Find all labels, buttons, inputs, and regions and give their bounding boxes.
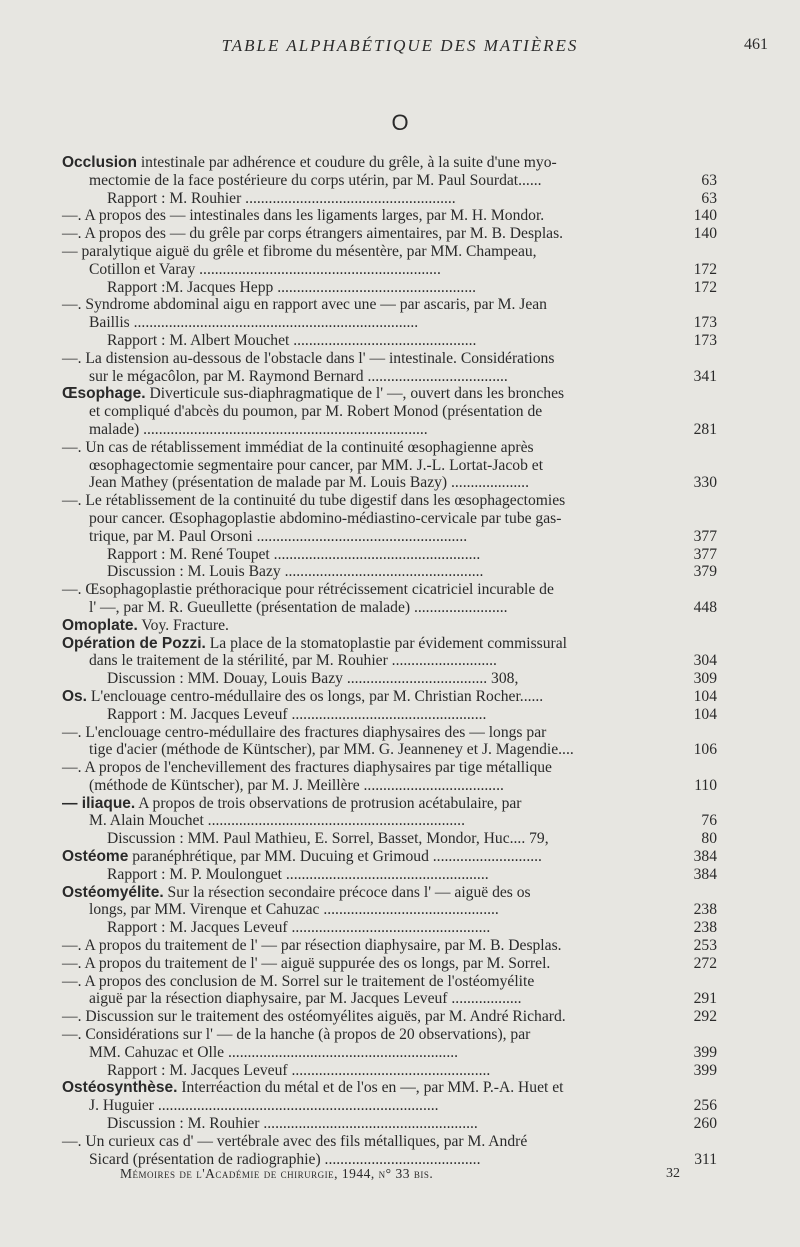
entry-text: —. A propos du traitement de l' — aiguë suppurée des os longs, par M. Sorrel. xyxy=(62,954,551,972)
index-entry xyxy=(62,990,717,1008)
entry-text: sur le mégacôlon, par M. Raymond Bernard .................................... xyxy=(89,367,508,385)
entry-text: —. Œsophagoplastie préthoracique pour rétrécissement cicatriciel incurable de xyxy=(62,581,554,599)
entry-text: —. Syndrome abdominal aigu en rapport avec une — par ascaris, par M. Jean xyxy=(62,296,547,314)
running-header xyxy=(0,36,800,60)
index-entry xyxy=(62,1079,717,1097)
entry-heading: Ostéome xyxy=(62,848,129,866)
entry-text: Discussion : M. Rouhier ....................................................... xyxy=(107,1115,478,1133)
entry-text: Rapport : M. Jacques Leveuf .................................................. xyxy=(107,705,487,723)
index-entry xyxy=(62,1097,717,1115)
index-entry xyxy=(62,635,717,653)
index-entry xyxy=(62,243,717,261)
index-entry xyxy=(62,1044,717,1062)
index-entry xyxy=(62,670,717,688)
index-entry xyxy=(62,207,717,225)
index-entry xyxy=(62,314,717,332)
index-entry xyxy=(62,599,717,617)
entry-text: Diverticule sus-diaphragmatique de l' —, ouvert dans les bronches xyxy=(145,385,565,403)
index-entry xyxy=(62,261,717,279)
header-title: TABLE ALPHABÉTIQUE DES MATIÈRES xyxy=(221,36,579,55)
index-entry xyxy=(62,617,717,635)
entry-text: —. L'enclouage centro-médullaire des fractures diaphysaires des — longs par xyxy=(62,723,547,741)
index-entry xyxy=(62,919,717,937)
entry-text: MM. Cahuzac et Olle ........................................................... xyxy=(89,1043,459,1061)
entry-page-number: 140 xyxy=(693,207,717,225)
entry-text: —. A propos des conclusion de M. Sorrel sur le traitement de l'ostéomyélite xyxy=(62,972,535,990)
entry-text: (méthode de Küntscher), par M. J. Meillère .................................... xyxy=(89,776,504,794)
index-entry xyxy=(62,457,717,475)
entry-page-number: 172 xyxy=(693,260,717,278)
entry-text: —. A propos des — du grêle par corps étrangers aimentaires, par M. B. Desplas. xyxy=(62,225,564,243)
entry-page-number: 448 xyxy=(693,598,717,616)
index-entry xyxy=(62,439,717,457)
entry-page-number: 173 xyxy=(693,331,717,349)
entry-text: Rapport :M. Jacques Hepp ................................................... xyxy=(107,278,477,296)
index-entry xyxy=(62,1133,717,1151)
entry-text: Voy. Fracture. xyxy=(137,616,229,634)
entry-text: —. La distension au-dessous de l'obstacle dans l' — intestinale. Considérations xyxy=(62,349,555,367)
entry-text: Discussion : MM. Paul Mathieu, E. Sorrel, Basset, Mondor, Huc.... 79, xyxy=(107,830,549,848)
entry-text: La place de la stomatoplastie par évidement commissural xyxy=(205,634,567,652)
entry-text: l' —, par M. R. Gueullette (présentation de malade) ........................ xyxy=(89,598,508,616)
entry-text: Rapport : M. Albert Mouchet ............................................... xyxy=(107,331,477,349)
entry-text: J. Huguier ........................................................................ xyxy=(89,1097,439,1115)
index-entry xyxy=(62,421,717,439)
index-entry xyxy=(62,279,717,297)
entry-text: malade) ......................................................................... xyxy=(89,420,428,438)
entry-heading: Os. xyxy=(62,687,87,705)
entry-text: et compliqué d'abcès du poumon, par M. Robert Monod (présentation de xyxy=(89,403,543,421)
entry-page-number: 292 xyxy=(693,1008,717,1026)
index-entry xyxy=(62,937,717,955)
entry-text: Discussion : MM. Douay, Louis Bazy .................................... 308, xyxy=(107,670,519,688)
entry-page-number: 304 xyxy=(693,652,717,670)
index-entry xyxy=(62,973,717,991)
entry-page-number: 172 xyxy=(693,278,717,296)
entry-page-number: 384 xyxy=(693,848,717,866)
index-entry xyxy=(62,955,717,973)
entry-heading: Omoplate. xyxy=(62,616,138,634)
entry-text: Rapport : M. P. Moulonguet .................................................... xyxy=(107,865,489,883)
index-entry xyxy=(62,385,717,403)
entry-heading: Occlusion xyxy=(62,154,137,171)
entry-page-number: 399 xyxy=(693,1061,717,1079)
index-entry xyxy=(62,652,717,670)
entry-page-number: 399 xyxy=(693,1043,717,1061)
entry-text: paranéphrétique, par MM. Ducuing et Grimoud ............................ xyxy=(128,848,542,866)
entry-text: Rapport : M. René Toupet ..................................................... xyxy=(107,545,481,563)
entry-text: Rapport : M. Jacques Leveuf ................................................... xyxy=(107,919,491,937)
footer-text: Mémoires de l'Académie de chirurgie, 1944, n° 33 bis. xyxy=(120,1166,434,1181)
section-letter: O xyxy=(391,110,409,135)
entry-text: pour cancer. Œsophagoplastie abdomino-médiastino-cervicale par tube gas- xyxy=(89,509,562,527)
entry-heading: Ostéosynthèse. xyxy=(62,1079,178,1097)
entry-page-number: 173 xyxy=(693,314,717,332)
entry-page-number: 63 xyxy=(701,171,717,189)
entry-page-number: 379 xyxy=(693,563,717,581)
entry-text: Jean Mathey (présentation de malade par M. Louis Bazy) .................... xyxy=(89,474,529,492)
index-entry xyxy=(62,368,717,386)
entry-text: M. Alain Mouchet .................................................................. xyxy=(89,812,465,830)
entry-page-number: 291 xyxy=(693,990,717,1008)
entry-text: Rapport : M. Jacques Leveuf ................................................... xyxy=(107,1061,491,1079)
index-entry xyxy=(62,154,717,172)
index-entry xyxy=(62,1026,717,1044)
entry-heading: Opération de Pozzi. xyxy=(62,634,206,652)
footer-number: 32 xyxy=(666,1166,680,1181)
index-entry xyxy=(62,581,717,599)
entry-page-number: 256 xyxy=(693,1097,717,1115)
index-entries xyxy=(62,154,717,1168)
entry-text: Baillis ......................................................................... xyxy=(89,314,419,332)
index-entry xyxy=(62,741,717,759)
entry-text: trique, par M. Paul Orsoni ...................................................... xyxy=(89,527,468,545)
entry-text: —. Un cas de rétablissement immédiat de la continuité œsophagienne après xyxy=(62,438,534,456)
entry-page-number: 104 xyxy=(693,687,717,705)
entry-text: —. Le rétablissement de la continuité du tube digestif dans les œsophagectomies xyxy=(62,492,566,510)
entry-page-number: 76 xyxy=(701,812,717,830)
index-entry xyxy=(62,332,717,350)
entry-text: L'enclouage centro-médullaire des os longs, par M. Christian Rocher...... xyxy=(86,687,544,705)
entry-text: Discussion : M. Louis Bazy ................................................... xyxy=(107,563,484,581)
index-entry xyxy=(62,688,717,706)
entry-page-number: 63 xyxy=(701,189,717,207)
entry-page-number: 309 xyxy=(693,670,717,688)
entry-page-number: 104 xyxy=(693,705,717,723)
index-entry xyxy=(62,1115,717,1133)
header-page-number: 461 xyxy=(744,36,768,53)
entry-heading: — iliaque. xyxy=(62,794,136,812)
entry-text: —. A propos du traitement de l' — par résection diaphysaire, par M. B. Desplas. xyxy=(62,937,562,955)
index-entry xyxy=(62,510,717,528)
entry-text: œsophagectomie segmentaire pour cancer, par MM. J.-L. Lortat-Jacob et xyxy=(89,456,544,474)
index-entry xyxy=(62,866,717,884)
index-entry xyxy=(62,528,717,546)
entry-page-number: 341 xyxy=(693,367,717,385)
index-entry xyxy=(62,759,717,777)
entry-page-number: 238 xyxy=(693,901,717,919)
entry-page-number: 140 xyxy=(693,225,717,243)
index-entry xyxy=(62,724,717,742)
entry-text: —. Considérations sur l' — de la hanche (à propos de 20 observations), par xyxy=(62,1026,531,1044)
entry-text: intestinale par adhérence et coudure du grêle, à la suite d'une myo- xyxy=(136,154,557,171)
index-entry xyxy=(62,1062,717,1080)
index-entry xyxy=(62,474,717,492)
entry-page-number: 253 xyxy=(693,937,717,955)
index-entry xyxy=(62,190,717,208)
entry-page-number: 377 xyxy=(693,545,717,563)
entry-heading: Œsophage. xyxy=(62,385,146,403)
entry-text: —. A propos des — intestinales dans les ligaments larges, par M. H. Mondor. xyxy=(62,207,545,225)
entry-text: Cotillon et Varay .............................................................. xyxy=(89,260,441,278)
index-entry xyxy=(62,172,717,190)
entry-page-number: 238 xyxy=(693,919,717,937)
entry-page-number: 281 xyxy=(693,420,717,438)
entry-text: —. A propos de l'enchevillement des fractures diaphysaires par tige métallique xyxy=(62,759,552,777)
index-entry xyxy=(62,492,717,510)
entry-page-number: 110 xyxy=(694,776,717,794)
entry-page-number: 330 xyxy=(693,474,717,492)
entry-text: Sur la résection secondaire précoce dans l' — aiguë des os xyxy=(163,883,531,901)
index-entry xyxy=(62,563,717,581)
index-entry xyxy=(62,777,717,795)
index-entry xyxy=(62,706,717,724)
entry-text: longs, par MM. Virenque et Cahuzac ............................................. xyxy=(89,901,499,919)
entry-text: dans le traitement de la stérilité, par M. Rouhier ........................... xyxy=(89,652,497,670)
entry-text: —. Un curieux cas d' — vertébrale avec des fils métalliques, par M. André xyxy=(62,1132,528,1150)
entry-heading: Ostéomyélite. xyxy=(62,883,164,901)
index-entry xyxy=(62,795,717,813)
index-entry xyxy=(62,350,717,368)
index-entry xyxy=(62,296,717,314)
entry-text: tige d'acier (méthode de Küntscher), par MM. G. Jeanneney et J. Magendie.... xyxy=(89,741,574,759)
entry-page-number: 260 xyxy=(693,1115,717,1133)
entry-page-number: 106 xyxy=(693,741,717,759)
entry-page-number: 80 xyxy=(701,830,717,848)
index-entry xyxy=(62,1008,717,1026)
index-entry xyxy=(62,403,717,421)
entry-text: Sicard (présentation de radiographie) ........................................ xyxy=(89,1150,481,1168)
page-footer xyxy=(120,1166,680,1182)
index-entry xyxy=(62,848,717,866)
index-entry xyxy=(62,812,717,830)
entry-text: —. Discussion sur le traitement des ostéomyélites aiguës, par M. André Richard. xyxy=(62,1008,566,1026)
index-entry xyxy=(62,884,717,902)
index-entry xyxy=(62,546,717,564)
entry-text: — paralytique aiguë du grêle et fibrome du mésentère, par MM. Champeau, xyxy=(62,242,537,260)
index-entry xyxy=(62,830,717,848)
index-entry xyxy=(62,901,717,919)
entry-text: A propos de trois observations de protrusion acétabulaire, par xyxy=(135,794,522,812)
index-entry xyxy=(62,225,717,243)
entry-page-number: 272 xyxy=(693,954,717,972)
entry-text: Rapport : M. Rouhier ...................................................... xyxy=(107,189,456,207)
entry-page-number: 311 xyxy=(694,1150,717,1168)
entry-text: mectomie de la face postérieure du corps utérin, par M. Paul Sourdat...... xyxy=(89,171,542,189)
entry-page-number: 377 xyxy=(693,527,717,545)
entry-text: Interréaction du métal et de l'os en —, par MM. P.-A. Huet et xyxy=(177,1079,564,1097)
entry-page-number: 384 xyxy=(693,865,717,883)
entry-text: aiguë par la résection diaphysaire, par M. Jacques Leveuf .................. xyxy=(89,990,522,1008)
